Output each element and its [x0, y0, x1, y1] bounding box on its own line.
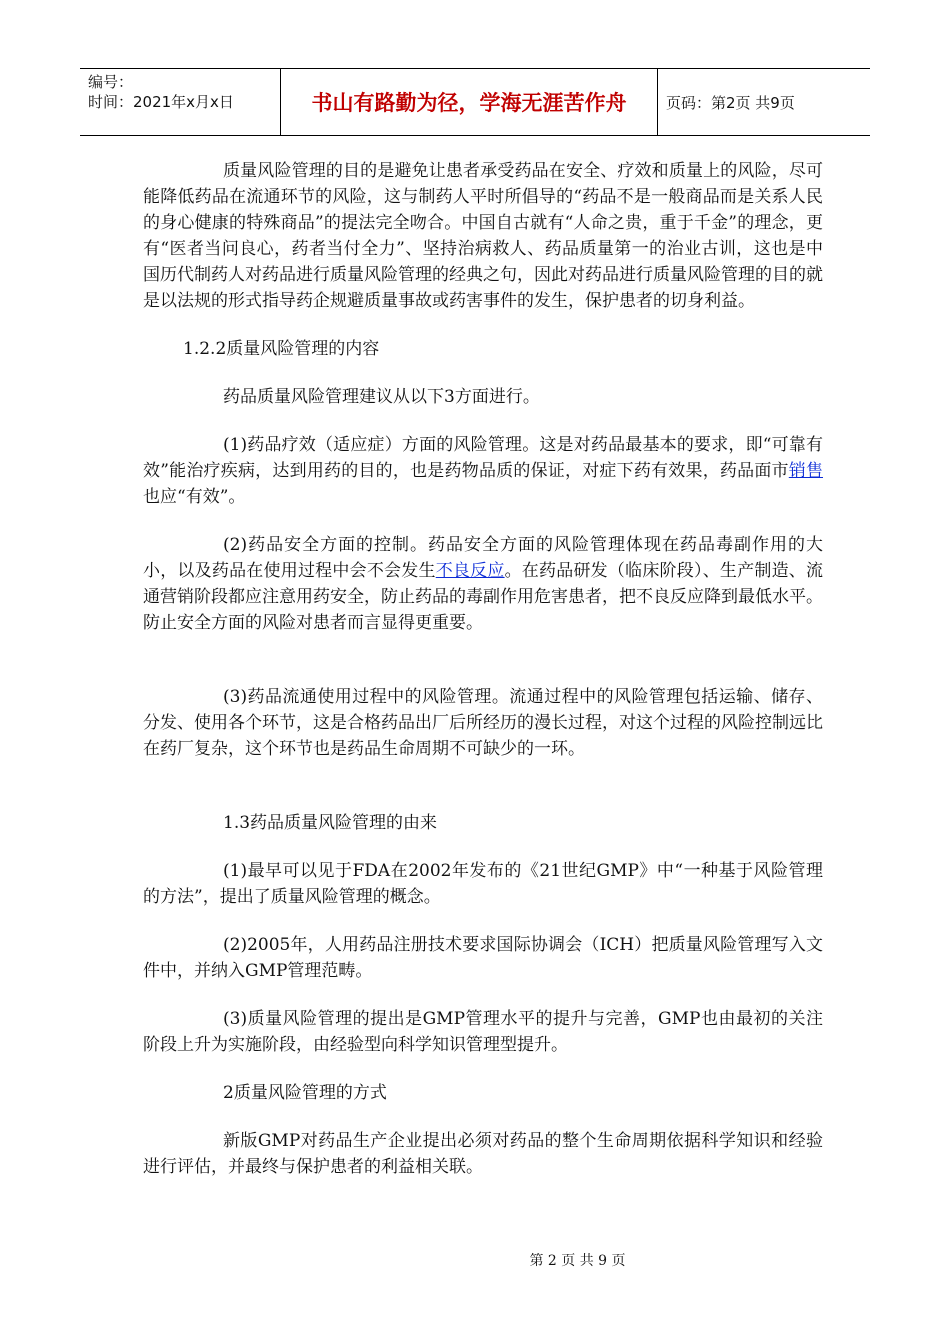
paragraph-intro: 药品质量风险管理建议从以下3方面进行。: [223, 387, 540, 407]
header-page-info: 页码：第2页 共9页: [666, 93, 795, 112]
paragraph-efficacy: [143, 432, 823, 510]
page-footer: 第 2 页 共 9 页: [529, 1253, 626, 1269]
document-header: [80, 68, 870, 136]
document-body: [143, 158, 823, 1180]
header-meta: [80, 69, 281, 135]
adverse-reaction-link[interactable]: 不良反应: [435, 561, 505, 581]
section-heading-1-2-2: 1.2.2质量风险管理的内容: [183, 339, 380, 359]
paragraph-origin-1: (1)最早可以见于FDA在2002年发布的《21世纪GMP》中“一种基于风险管理的方法”，提出了质量风险管理的概念。: [143, 861, 823, 907]
sales-link[interactable]: 销售: [788, 461, 823, 481]
paragraph-methods: 新版GMP对药品生产企业提出必须对药品的整个生命周期依据科学知识和经验进行评估，并最终与保护患者的利益相关联。: [143, 1131, 823, 1177]
paragraph-efficacy-text-b: 也应“有效”。: [143, 487, 246, 507]
paragraph-safety: [143, 532, 823, 636]
paragraph-origin-2: (2)2005年，人用药品注册技术要求国际协调会（ICH）把质量风险管理写入文件中，并纳入GMP管理范畴。: [143, 935, 823, 981]
paragraph-origin-3: (3)质量风险管理的提出是GMP管理水平的提升与完善，GMP也由最初的关注阶段上升为实施阶段，由经验型向科学知识管理型提升。: [143, 1009, 823, 1055]
paragraph-safety-text-b: 。在药品研发（临床阶段）、生产制造、流通营销阶段都应注意用药安全，防止药品的毒副作用危害患者，把不良反应降到最低水平。防止安全方面的风险对患者而言显得更重要。: [143, 561, 824, 633]
document-number-label: 编号：: [88, 73, 134, 91]
paragraph-circulation: (3)药品流通使用过程中的风险管理。流通过程中的风险管理包括运输、储存、分发、使用各个环节，这是合格药品出厂后所经历的漫长过程，对这个过程的风险控制远比在药厂复杂，这个环节也是药品生命周期不可缺少的一环。: [143, 687, 823, 759]
section-heading-1-3: 1.3药品质量风险管理的由来: [223, 813, 438, 833]
paragraph-purpose: 质量风险管理的目的是避免让患者承受药品在安全、疗效和质量上的风险，尽可能降低药品在流通环节的风险，这与制药人平时所倡导的“药品不是一般商品而是关系人民的身心健康的特殊商品”的提法完全吻合。中国自古就有“人命之贵，重于千金”的理念，更有“医者当问良心，药者当付全力”、坚持治病救人、药品质量第一的治业古训，这也是中国历代制药人对药品进行质量风险管理的经典之句，因此对药品进行质量风险管理的目的就是以法规的形式指导药企规避质量事故或药害事件的发生，保护患者的切身利益。: [143, 161, 823, 311]
paragraph-safety-text-a: (2)药品安全方面的控制。药品安全方面的风险管理体现在药品毒副作用的大小，以及药品在使用过程中会不会发生: [143, 535, 823, 581]
section-heading-2: 2质量风险管理的方式: [223, 1083, 387, 1103]
paragraph-efficacy-text-a: (1)药品疗效（适应症）方面的风险管理。这是对药品最基本的要求，即“可靠有效”能治疗疾病，达到用药的目的，也是药物品质的保证，对症下药有效果，药品面市: [143, 435, 823, 481]
header-motto: 书山有路勤为径，学海无涯苦作舟: [281, 69, 658, 135]
document-date: 时间：2021年x月x日: [88, 93, 234, 111]
